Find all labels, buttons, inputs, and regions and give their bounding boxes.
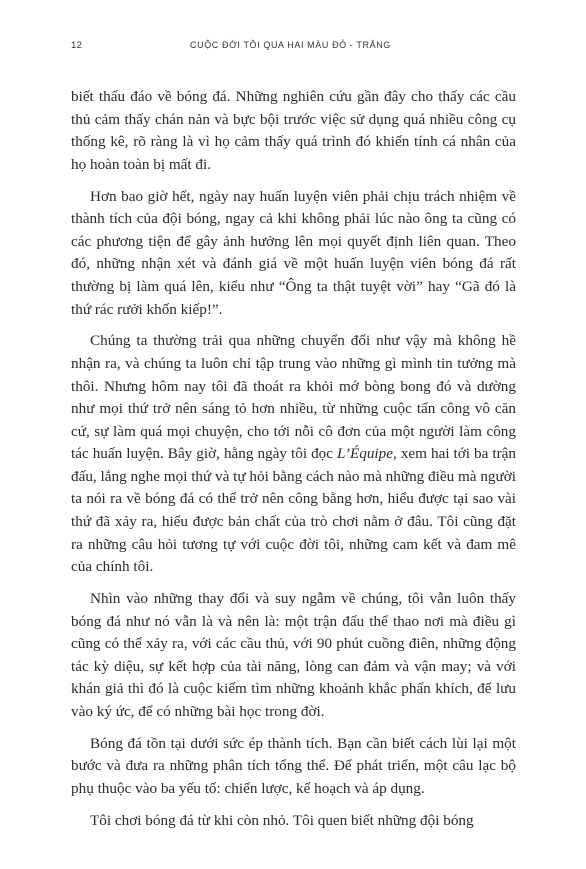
paragraph-3-tail: , xem hai tới ba trận đấu, lắng nghe mọi thứ và tự hỏi bằng cách nào mà những điều mà người ta nói ra về bóng đá có thể trở nên công bằng hơn, hiểu được tại sao vài thứ đã xảy ra, hiểu được bản chất của trò chơi nằm ở đâu. Tôi cũng đặt ra những câu hỏi tương tự với cuộc đời tôi, những cam kết và đam mê của chính tôi. — [71, 445, 517, 576]
body-text — [71, 86, 516, 842]
running-title: CUỘC ĐỜI TÔI QUA HAI MÀU ĐỎ - TRẮNG — [190, 40, 391, 50]
paragraph-1: biết thấu đáo về bóng đá. Những nghiên cứu gần đây cho thấy các cầu thủ cảm thấy chán nản và bực bội trước việc sử dụng quá nhiều công cụ thống kê, rõ ràng là vì họ cảm thấy quá trình đó khiến tính cá nhân của họ hoàn toàn bị mất đi. — [71, 88, 516, 173]
paragraph-3-head: Chúng ta thường trải qua những chuyển đổi như vậy mà không hề nhận ra, và chúng ta luôn chỉ tập trung vào những gì mình tin tưởng mà thôi. Nhưng hôm nay tôi đã thoát ra khỏi mớ bòng bong đó và dường như mọi thứ trở nên sáng tỏ hơn nhiều, từ những cuộc tấn công vô căn cứ, sự làm quá mọi chuyện, cho tới nỗi cô đơn của một người làm công tác huấn luyện. Bây giờ, hằng ngày tôi đọc — [71, 332, 516, 463]
paragraph-6: Tôi chơi bóng đá từ khi còn nhỏ. Tôi quen biết những đội bóng — [90, 811, 474, 829]
paragraph-4: Nhìn vào những thay đổi và suy ngẫm về chúng, tôi vẫn luôn thấy bóng đá như nó vẫn là và nên là: một trận đấu thể thao nơi mà điều gì cũng có thể xảy ra, với các cầu thủ, với 90 phút cuồng điên, những động tác kỳ diệu, sự kết hợp của tài năng, lòng can đảm và vận may; và với khán giả thì đó là cuộc kiếm tìm những khoảnh khắc phấn khích, để lưu vào ký ức, để có những bài học trong đời. — [71, 590, 516, 720]
page-header — [0, 40, 586, 54]
paragraph-3 — [71, 330, 516, 579]
newspaper-title: L’Équipe — [337, 445, 393, 463]
paragraph-2: Hơn bao giờ hết, ngày nay huấn luyện viên phải chịu trách nhiệm về thành tích của đội bóng, ngay cả khi không phải lúc nào ông ta cũng có các phương tiện để gây ảnh hưởng lên mọi quyết định liên quan. Theo đó, những nhận xét và đánh giá về một huấn luyện viên bóng đá rất thường bị làm quá lên, kiểu như “Ông ta thật tuyệt vời” hay “Gã đó là thứ rác rưởi khốn kiếp!”. — [71, 187, 516, 318]
paragraph-5: Bóng đá tồn tại dưới sức ép thành tích. Bạn cần biết cách lùi lại một bước và đưa ra những phân tích tổng thể. Để phát triển, một câu lạc bộ phụ thuộc vào ba yếu tố: chiến lược, kế hoạch và áp dụng. — [71, 734, 516, 797]
page-number: 12 — [71, 40, 83, 51]
